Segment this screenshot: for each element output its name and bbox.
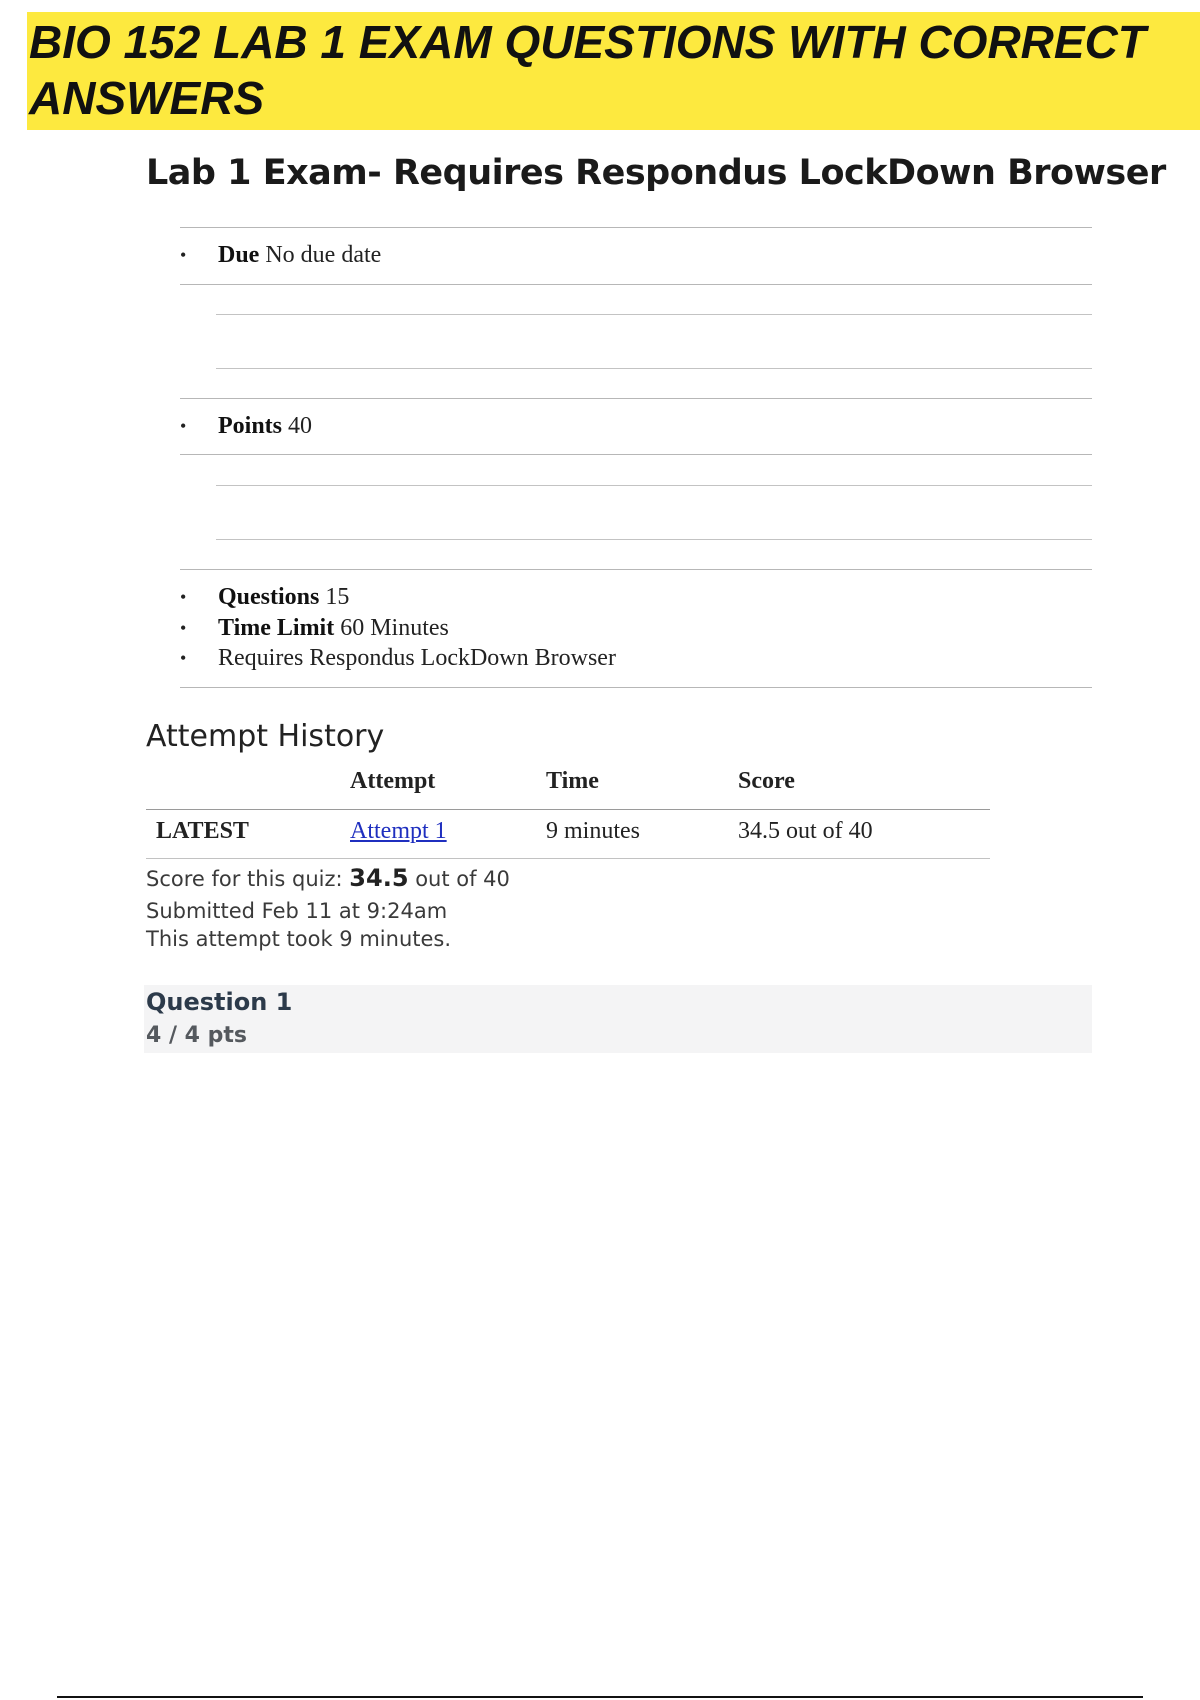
table-header-rule	[146, 809, 990, 810]
footer-rule	[57, 1696, 1143, 1698]
attempt-time: 9 minutes	[546, 818, 640, 844]
divider	[216, 485, 1092, 486]
attempt-1-link[interactable]: Attempt 1	[350, 818, 447, 844]
divider	[216, 314, 1092, 315]
divider	[180, 569, 1092, 570]
questions-label: Questions	[218, 584, 320, 610]
exam-title: Lab 1 Exam- Requires Respondus LockDown Browser	[146, 153, 1166, 193]
bullet-icon: •	[180, 245, 187, 265]
document-title-line-2: ANSWERS	[29, 72, 265, 124]
table-row-rule	[146, 858, 990, 859]
points-value: 40	[288, 413, 313, 439]
bullet-icon: •	[180, 648, 187, 668]
divider	[180, 687, 1092, 688]
divider	[180, 454, 1092, 455]
divider	[216, 539, 1092, 540]
duration-line: This attempt took 9 minutes.	[146, 927, 452, 951]
document-title	[29, 14, 1200, 126]
score-prefix: Score for this quiz:	[146, 867, 350, 891]
latest-badge: LATEST	[156, 818, 249, 844]
divider	[180, 284, 1092, 285]
due-value: No due date	[265, 242, 382, 268]
quiz-score-line	[146, 864, 510, 893]
document-title-line-1: BIO 152 LAB 1 EXAM QUESTIONS WITH CORRECT	[29, 16, 1146, 68]
attempt-score: 34.5 out of 40	[738, 818, 873, 844]
question-title: Question 1	[146, 988, 293, 1016]
bullet-icon: •	[180, 618, 187, 638]
points-label: Points	[218, 413, 283, 439]
score-value: 34.5	[349, 864, 409, 892]
questions-value: 15	[325, 584, 350, 610]
divider	[216, 368, 1092, 369]
submitted-line: Submitted Feb 11 at 9:24am	[146, 899, 448, 923]
column-header-score: Score	[738, 768, 795, 794]
bullet-icon: •	[180, 416, 187, 436]
due-label: Due	[218, 242, 260, 268]
attempt-history-heading: Attempt History	[146, 719, 385, 754]
time-limit-value: 60 Minutes	[340, 615, 449, 641]
column-header-attempt: Attempt	[350, 768, 436, 794]
divider	[180, 227, 1092, 228]
bullet-icon: •	[180, 587, 187, 607]
score-suffix: out of 40	[408, 867, 510, 891]
time-limit-label: Time Limit	[218, 615, 335, 641]
divider	[180, 398, 1092, 399]
column-header-time: Time	[546, 768, 599, 794]
requirement-text: Requires Respondus LockDown Browser	[218, 645, 616, 671]
question-points: 4 / 4 pts	[146, 1023, 247, 1048]
